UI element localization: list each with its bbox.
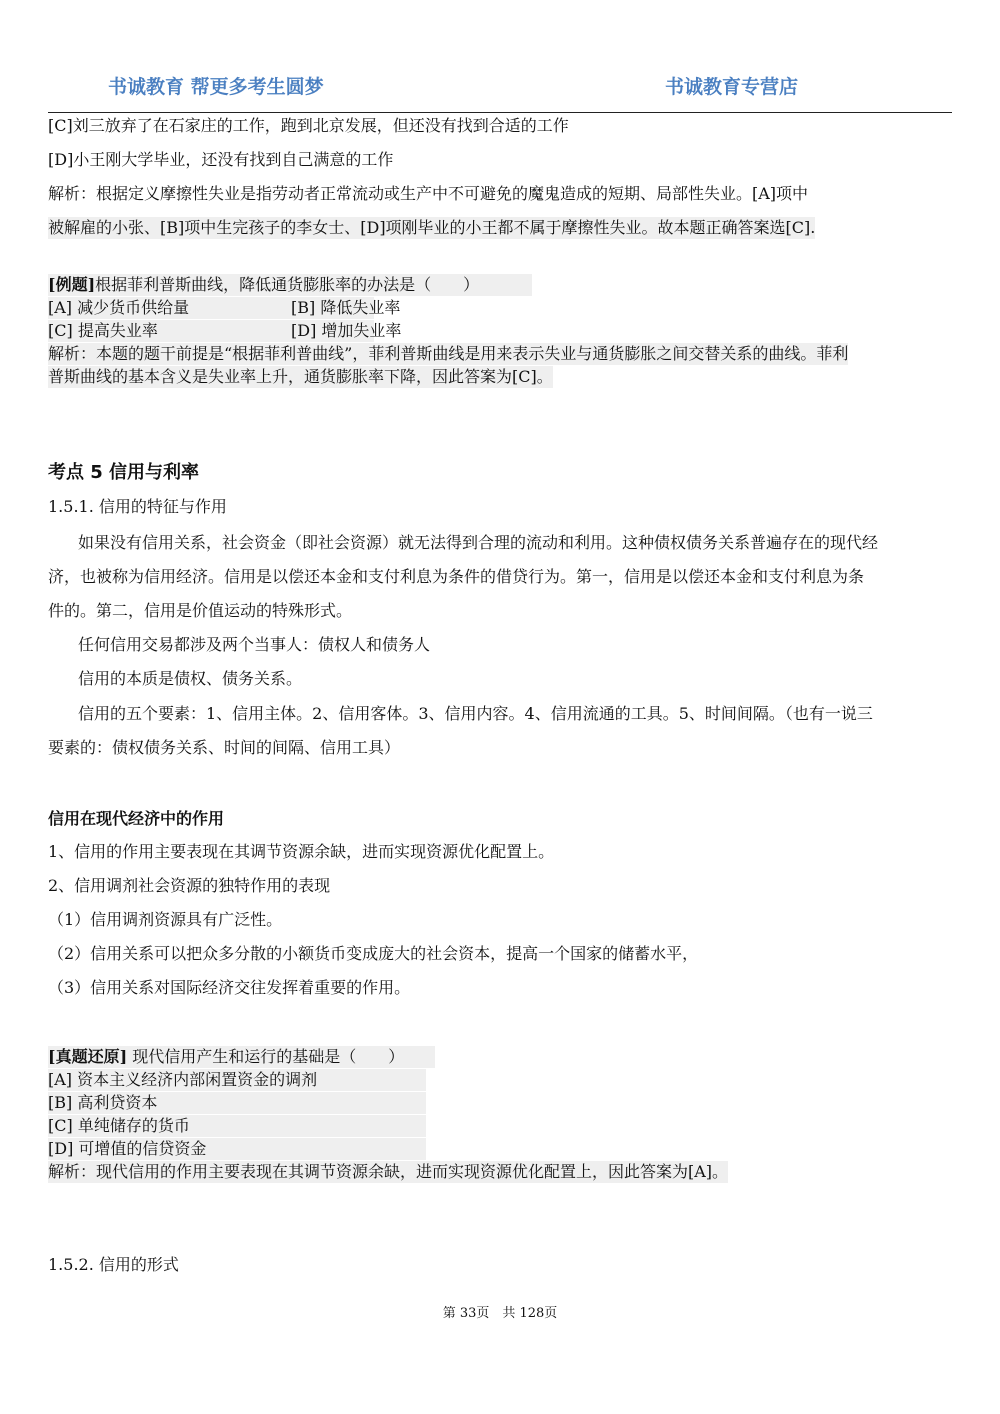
para4-line1: 信用的五个要素：1、信用主体。2、信用客体。3、信用内容。4、信用流通的工具。5、时间间隔。（也有一说三 (78, 704, 873, 723)
real-tag: [真题还原] (48, 1047, 128, 1066)
example-option-d: [D] 增加失业率 (291, 321, 402, 340)
example-question-line (48, 274, 532, 296)
example-options-cd (48, 320, 402, 342)
example-option-c: [C] 提高失业率 (48, 321, 158, 340)
real-question: 现代信用产生和运行的基础是（ ） (127, 1047, 405, 1066)
prev-option-c: [C]刘三放弃了在石家庄的工作，跑到北京发展，但还没有找到合适的工作 (48, 116, 569, 135)
example-question: 根据菲利普斯曲线，降低通货膨胀率的办法是（ ） (95, 275, 480, 294)
header-left-brand: 书诚教育 帮更多考生圆梦 (108, 76, 324, 98)
role-item-2-1: （1）信用调剂资源具有广泛性。 (48, 910, 283, 929)
para1-line1: 如果没有信用关系，社会资金（即社会资源）就无法得到合理的流动和利用。这种债权债务关系普遍存在的现代经 (78, 533, 879, 552)
role-item-2-3: （3）信用关系对国际经济交往发挥着重要的作用。 (48, 978, 411, 997)
role-item-1: 1、信用的作用主要表现在其调节资源余缺，进而实现资源优化配置上。 (48, 842, 555, 861)
example-option-a: [A] 减少货币供给量 (48, 298, 190, 317)
subsection-1-5-1: 1.5.1. 信用的特征与作用 (48, 497, 227, 516)
real-option-d: [D] 可增值的信贷资金 (48, 1138, 426, 1160)
para3: 信用的本质是债权、债务关系。 (78, 669, 303, 688)
subsection-1-5-2: 1.5.2. 信用的形式 (48, 1255, 179, 1274)
real-option-a: [A] 资本主义经济内部闲置资金的调剂 (48, 1069, 426, 1091)
prev-analysis-line1: 解析：根据定义摩擦性失业是指劳动者正常流动或生产中不可避免的魔鬼造成的短期、局部性失业。[A]项中 (48, 184, 809, 203)
para2: 任何信用交易都涉及两个当事人：债权人和债务人 (78, 635, 431, 654)
example-options-ab (48, 297, 401, 319)
real-analysis: 解析：现代信用的作用主要表现在其调节资源余缺，进而实现资源优化配置上，因此答案为[A]。 (48, 1162, 729, 1181)
para4-line2: 要素的：债权债务关系、时间的间隔、信用工具） (48, 738, 401, 757)
prev-option-d: [D]小王刚大学毕业，还没有找到自己满意的工作 (48, 150, 394, 169)
example-analysis-line1: 解析：本题的题干前提是“根据菲利普曲线”，菲利普斯曲线是用来表示失业与通货膨胀之间交替关系的曲线。菲利 (48, 344, 849, 363)
real-question-line (48, 1046, 435, 1068)
real-option-b: [B] 高利贷资本 (48, 1092, 426, 1114)
role-item-2-2: （2）信用关系可以把众多分散的小额货币变成庞大的社会资本，提高一个国家的储蓄水平， (48, 944, 699, 963)
section-title: 考点 5 信用与利率 (48, 462, 200, 483)
para1-line2: 济，也被称为信用经济。信用是以偿还本金和支付利息为条件的借贷行为。第一，信用是以偿还本金和支付利息为条 (48, 567, 865, 586)
role-heading: 信用在现代经济中的作用 (48, 809, 225, 828)
example-tag: [例题] (48, 275, 96, 294)
role-item-2: 2、信用调剂社会资源的独特作用的表现 (48, 876, 331, 895)
header-right-store: 书诚教育专营店 (665, 76, 799, 98)
example-option-b: [B] 降低失业率 (291, 298, 401, 317)
para1-line3: 件的。第二，信用是价值运动的特殊形式。 (48, 601, 353, 620)
page-number: 第 33页 共 128页 (442, 1306, 558, 1321)
real-option-c: [C] 单纯储存的货币 (48, 1115, 426, 1137)
header-divider (48, 112, 952, 113)
prev-analysis-line2: 被解雇的小张、[B]项中生完孩子的李女士、[D]项刚毕业的小王都不属于摩擦性失业。故本题正确答案选[C]. (48, 218, 816, 237)
example-analysis-line2: 普斯曲线的基本含义是失业率上升，通货膨胀率下降，因此答案为[C]。 (48, 367, 553, 386)
